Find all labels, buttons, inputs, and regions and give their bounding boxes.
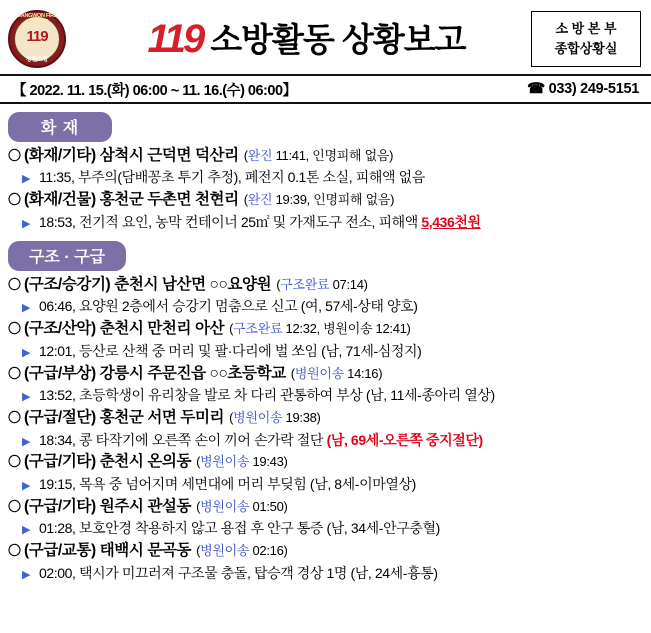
- incident-detail-text: 18:53, 전기적 요인, 농막 컨테이너 25㎡ 및 가재도구 전소, 피해액: [39, 213, 422, 230]
- incident-detail-text: 12:01, 등산로 산책 중 머리 및 팔·다리에 벌 쏘임 (남, 71세-심정지): [39, 342, 422, 359]
- incident-detail-text: 02:00, 택시가 미끄러져 구조물 충돌, 탑승객 경상 1명 (남, 24세-흉통): [39, 564, 438, 581]
- incident-detail: [22, 167, 643, 188]
- date-bar: [0, 74, 651, 104]
- triangle-bullet-icon: ▶: [22, 524, 31, 537]
- title-block: [82, 19, 531, 59]
- incident-detail-text: 18:34, 콩 타작기에 오른쪽 손이 끼어 손가락 절단: [39, 431, 327, 448]
- incident-detail: [22, 518, 643, 539]
- incident-status: (완진 19:39, 인명피해 없음): [243, 192, 395, 208]
- circle-bullet-icon: 〇: [8, 410, 21, 426]
- incident-status: (완진 11:41, 인명피해 없음): [243, 148, 394, 163]
- incident-status-time: 11:41, 인명피해 없음): [272, 148, 394, 163]
- incident-status: (병원이송 19:38): [229, 410, 321, 426]
- incident-location: 춘천시 만천리 아산: [99, 320, 225, 338]
- emblem-bottom-text: 강원소방: [26, 57, 48, 63]
- hq-line-1: 소 방 본 부: [555, 20, 617, 36]
- headquarters-box: [531, 11, 641, 67]
- incident-entry: [8, 189, 643, 211]
- gangwon-fire-emblem-icon: [6, 8, 72, 70]
- incident-detail-text: 13:52, 초등학생이 유리창을 발로 차 다리 관통하여 부상 (남, 11세-종아리 열상): [39, 387, 495, 404]
- triangle-bullet-icon: ▶: [22, 391, 31, 404]
- incident-status-result: 병원이송: [294, 365, 344, 381]
- logo-119-icon: 119: [147, 17, 203, 61]
- page-title: 소방활동 상황보고: [210, 20, 466, 58]
- incident-detail: [22, 341, 643, 362]
- incident-status-result: 병원이송: [200, 498, 250, 514]
- incident-entry: [8, 274, 643, 296]
- report-header: [0, 0, 651, 74]
- incident-location: 홍천군 서면 두미리: [99, 409, 225, 427]
- incident-detail: [22, 212, 643, 233]
- triangle-bullet-icon: ▶: [22, 435, 31, 448]
- incident-status: (병원이송 19:43): [196, 454, 288, 470]
- incident-category: (화재/건물): [24, 191, 96, 209]
- incident-detail: [22, 385, 643, 406]
- incident-status-result: 병원이송: [200, 543, 250, 559]
- circle-bullet-icon: 〇: [8, 498, 21, 514]
- circle-bullet-icon: 〇: [8, 321, 21, 337]
- phone-number: 033) 249-5151: [548, 81, 639, 97]
- incident-status-result: 병원이송: [233, 410, 283, 426]
- section-entries: [0, 145, 651, 233]
- triangle-bullet-icon: ▶: [22, 217, 31, 230]
- incident-category: (구급/교통): [24, 542, 96, 560]
- incident-status-time: 19:38): [282, 410, 321, 426]
- contact-phone: [527, 81, 639, 97]
- incident-location: 춘천시 남산면 ○○요양원: [114, 275, 272, 293]
- triangle-bullet-icon: ▶: [22, 346, 31, 359]
- incident-detail: [22, 430, 643, 451]
- incident-detail-text: 19:15, 목욕 중 넘어지며 세면대에 머리 부딪힘 (남, 8세-이마열상): [39, 475, 416, 492]
- incident-status-time: 19:43): [249, 454, 288, 470]
- triangle-bullet-icon: ▶: [22, 173, 31, 186]
- incident-category: (구조/산악): [24, 320, 96, 338]
- incident-entry: [8, 145, 643, 167]
- circle-bullet-icon: 〇: [8, 276, 21, 292]
- incident-entry: [8, 363, 643, 385]
- emblem-top-text: GANGWON FIRE SERVICE: [16, 13, 58, 25]
- incident-status-time: 19:39, 인명피해 없음): [272, 192, 395, 208]
- incident-status-result: 완진: [247, 192, 273, 208]
- incident-entry: [8, 540, 643, 562]
- incident-category: (화재/기타): [24, 147, 96, 164]
- triangle-bullet-icon: ▶: [22, 568, 31, 581]
- incident-status: (병원이송 02:16): [196, 543, 288, 559]
- incident-location: 삼척시 근덕면 덕산리: [99, 147, 239, 164]
- incident-detail: [22, 474, 643, 495]
- incident-status-time: 12:32, 병원이송 12:41): [282, 321, 411, 337]
- incident-category: (구급/기타): [24, 497, 96, 515]
- incident-status-result: 병원이송: [200, 454, 250, 470]
- incident-category: (구급/기타): [24, 453, 96, 471]
- incident-category: (구급/절단): [24, 409, 96, 427]
- incident-status-time: 14:16): [343, 365, 383, 381]
- circle-bullet-icon: 〇: [8, 543, 21, 559]
- hq-line-2: 종합상황실: [554, 41, 618, 56]
- triangle-bullet-icon: ▶: [22, 479, 31, 492]
- incident-status-result: 구조완료: [233, 321, 283, 337]
- incident-detail-text: 11:35, 부주의(담배꽁초 투기 추정), 폐전지 0.1톤 소실, 피해액 없음: [39, 169, 425, 186]
- incident-location: 강릉시 주문진읍 ○○초등학교: [99, 364, 286, 382]
- incident-location: 원주시 관설동: [99, 497, 192, 515]
- incident-status: (구조완료 07:14): [276, 276, 368, 292]
- incident-detail-highlight: 5,436천원: [421, 213, 481, 230]
- report-period: 【 2022. 11. 15.(화) 06:00 ~ 11. 16.(수) 06:00】: [12, 82, 297, 99]
- incident-status-time: 01:50): [249, 498, 288, 514]
- circle-bullet-icon: 〇: [8, 192, 21, 208]
- incident-status-result: 구조완료: [280, 276, 330, 292]
- section-heading: 화 재: [8, 112, 112, 142]
- section-entries: [0, 274, 651, 584]
- incident-status-result: 완진: [247, 148, 273, 163]
- incident-entry: [8, 407, 643, 429]
- incident-detail-highlight: (남, 69세-오른쪽 중지절단): [326, 431, 483, 448]
- incident-detail-text: 01:28, 보호안경 착용하지 않고 용접 후 안구 통증 (남, 34세-안구충혈): [39, 520, 440, 537]
- emblem-number: 119: [26, 28, 48, 45]
- section-heading: 구조 · 구급: [8, 241, 126, 271]
- incident-location: 홍천군 두촌면 천현리: [99, 191, 239, 209]
- incident-location: 태백시 문곡동: [99, 542, 192, 560]
- phone-icon: ☎: [527, 81, 545, 97]
- incident-status: (병원이송 14:16): [290, 365, 383, 381]
- incident-detail: [22, 563, 643, 584]
- incident-location: 춘천시 온의동: [99, 453, 192, 471]
- circle-bullet-icon: 〇: [8, 454, 21, 470]
- report-sections: [0, 104, 651, 584]
- incident-detail-text: 06:46, 요양원 2층에서 승강기 멈춤으로 신고 (여, 57세-상태 양호): [39, 298, 418, 315]
- incident-entry: [8, 496, 643, 518]
- incident-status-time: 02:16): [249, 543, 288, 559]
- incident-detail: [22, 296, 643, 317]
- incident-status: (병원이송 01:50): [196, 498, 288, 514]
- circle-bullet-icon: 〇: [8, 365, 21, 381]
- incident-entry: [8, 451, 643, 473]
- circle-bullet-icon: 〇: [8, 148, 21, 163]
- incident-status: (구조완료 12:32, 병원이송 12:41): [229, 321, 411, 337]
- triangle-bullet-icon: ▶: [22, 302, 31, 315]
- incident-category: (구조/승강기): [24, 275, 111, 293]
- incident-status-time: 07:14): [329, 276, 368, 292]
- incident-entry: [8, 318, 643, 340]
- incident-category: (구급/부상): [24, 364, 96, 382]
